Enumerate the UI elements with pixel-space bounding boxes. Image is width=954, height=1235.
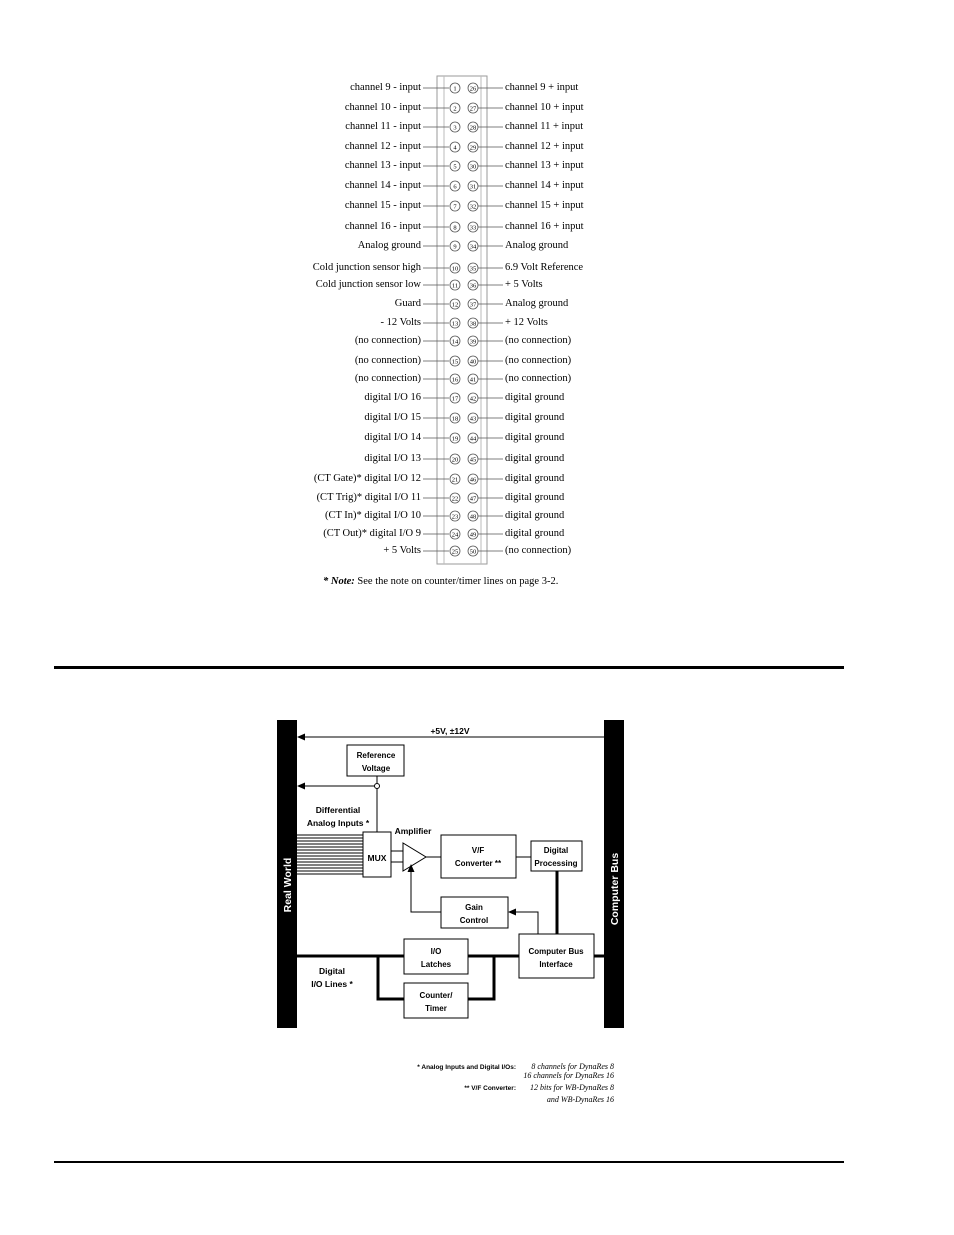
amplifier-triangle [403, 843, 426, 871]
pin-right-label: 6.9 Volt Reference [505, 262, 584, 273]
pin-left-label: channel 16 - input [344, 221, 421, 232]
pin-row [383, 545, 571, 556]
pin-left-label: Analog ground [357, 240, 421, 251]
pin-right-label: (no connection) [505, 355, 572, 366]
pin-right-number: 44 [469, 435, 477, 443]
pin-right-label: Analog ground [505, 240, 569, 251]
pin-left-number: 9 [453, 243, 457, 251]
block-diagram [277, 720, 624, 1028]
pin-left-label: digital I/O 14 [364, 432, 421, 443]
vf-converter-line2: Converter ** [454, 859, 502, 868]
pin-left-label: (no connection) [354, 335, 421, 346]
pin-left-number: 24 [451, 531, 459, 539]
pin-left-number: 18 [451, 415, 459, 423]
pin-left-label: (no connection) [354, 355, 421, 366]
pin-row [313, 262, 584, 273]
pinout-note: * Note: See the note on counter/timer lines on page 3-2. [323, 576, 559, 587]
pin-row [364, 392, 565, 403]
pin-left-label: Guard [394, 298, 421, 309]
pin-right-number: 31 [469, 183, 477, 191]
pin-right-label: digital ground [505, 473, 565, 484]
pin-right-label: + 5 Volts [505, 279, 543, 290]
pin-right-number: 49 [469, 531, 477, 539]
pin-row [364, 432, 565, 443]
connector-pinout [313, 76, 584, 587]
computer-bus-interface-line2: Interface [539, 960, 573, 969]
pin-right-number: 46 [469, 476, 477, 484]
pin-left-number: 19 [451, 435, 459, 443]
pin-left-number: 6 [453, 183, 457, 191]
computer-bus-interface-box [519, 934, 594, 978]
pin-row [314, 473, 565, 484]
mux-label: MUX [367, 853, 387, 863]
pin-right-number: 32 [469, 203, 477, 211]
pin-row [345, 221, 584, 232]
pin-left-number: 2 [453, 105, 457, 113]
pin-right-label: (no connection) [505, 373, 572, 384]
pin-right-number: 26 [469, 85, 477, 93]
pin-row [364, 412, 565, 423]
pin-right-number: 30 [469, 163, 477, 171]
pin-right-label: (no connection) [505, 545, 572, 556]
reference-voltage-line2: Voltage [361, 764, 391, 773]
pin-right-number: 27 [469, 105, 477, 113]
pin-right-label: + 12 Volts [505, 317, 548, 328]
pin-right-number: 29 [469, 144, 477, 152]
pin-left-number: 1 [453, 85, 457, 93]
pin-right-number: 38 [469, 320, 477, 328]
pin-left-label: digital I/O 16 [364, 392, 421, 403]
pin-row [355, 355, 572, 366]
pin-row [325, 510, 565, 521]
digital-io-lines-line1: Digital [319, 966, 345, 976]
pin-right-number: 50 [469, 548, 477, 556]
pin-row [345, 200, 584, 211]
pin-left-number: 22 [451, 495, 459, 503]
pin-left-label: digital I/O 13 [364, 453, 421, 464]
pin-right-label: channel 10 + input [505, 102, 584, 113]
pin-left-label: (no connection) [354, 373, 421, 384]
pin-right-label: channel 14 + input [505, 180, 584, 191]
pin-row [345, 102, 584, 113]
pin-left-number: 11 [451, 282, 459, 290]
pin-row [345, 121, 583, 132]
digital-processing-line2: Processing [534, 859, 578, 868]
counter-timer-line1: Counter/ [419, 991, 453, 1000]
differential-inputs-line1: Differential [315, 805, 361, 815]
real-world-label: Real World [282, 857, 294, 913]
pin-right-number: 40 [469, 358, 477, 366]
pin-row [381, 317, 548, 328]
counter-timer-line2: Timer [425, 1004, 447, 1013]
footnote-vf-line1: 12 bits for WB-DynaRes 8 [530, 1083, 614, 1092]
cbi-to-gain-arrowhead [508, 909, 516, 916]
pin-left-label: channel 12 - input [344, 141, 421, 152]
pin-right-label: channel 11 + input [505, 121, 584, 132]
pin-left-label: - 12 Volts [380, 317, 421, 328]
footnote-vf-label: ** V/F Converter: [464, 1085, 516, 1092]
pin-right-number: 39 [469, 338, 477, 346]
pin-right-number: 45 [469, 456, 477, 464]
gain-control-line1: Gain [465, 903, 483, 912]
digital-io-lines-line2: I/O Lines * [311, 979, 353, 989]
pin-right-label: channel 9 + input [505, 82, 579, 93]
pin-right-number: 37 [469, 301, 477, 309]
footnote-analog-line2: 16 channels for DynaRes 16 [523, 1071, 614, 1080]
differential-inputs-line2: Analog Inputs * [306, 818, 370, 828]
amplifier-label: Amplifier [394, 826, 432, 836]
pin-left-number: 17 [451, 395, 459, 403]
digital-processing-line1: Digital [543, 846, 569, 855]
pin-row [345, 141, 584, 152]
gain-to-amp [411, 871, 441, 912]
pin-left-label: digital I/O 15 [364, 412, 421, 423]
io-latches-line1: I/O [430, 947, 442, 956]
pin-left-number: 10 [451, 265, 459, 273]
pin-row [358, 240, 569, 251]
pin-right-label: channel 12 + input [505, 141, 584, 152]
pin-left-number: 7 [453, 203, 457, 211]
pin-left-label: channel 10 - input [344, 102, 421, 113]
pin-right-number: 35 [469, 265, 477, 273]
pin-left-label: + 5 Volts [383, 545, 421, 556]
pin-row [364, 453, 565, 464]
footnote-vf-line2: and WB-DynaRes 16 [546, 1095, 614, 1104]
computer-bus-label: Computer Bus [609, 852, 621, 926]
footnote-analog-line1: 8 channels for DynaRes 8 [531, 1062, 614, 1071]
pin-left-number: 25 [451, 548, 459, 556]
pin-left-label: channel 11 - input [345, 121, 421, 132]
pin-right-label: channel 15 + input [505, 200, 584, 211]
pin-row [316, 279, 543, 290]
pin-left-number: 14 [451, 338, 459, 346]
vf-converter-line1: V/F [471, 846, 485, 855]
pin-left-number: 12 [451, 301, 459, 309]
reference-voltage-line1: Reference [356, 751, 396, 760]
pin-right-label: digital ground [505, 392, 565, 403]
section-divider-bottom [54, 1161, 844, 1163]
pin-right-number: 47 [469, 495, 477, 503]
input-lines [297, 835, 363, 874]
pin-row [355, 335, 572, 346]
gain-control-line2: Control [459, 916, 489, 925]
pin-left-number: 23 [451, 513, 459, 521]
pin-right-label: Analog ground [505, 298, 569, 309]
reference-arrowhead [297, 783, 305, 790]
pin-row [355, 373, 572, 384]
pin-left-label: Cold junction sensor high [312, 262, 421, 273]
pin-left-number: 3 [453, 124, 457, 132]
bus-to-timer-right [468, 956, 494, 999]
pin-left-label: (CT Out)* digital I/O 9 [323, 528, 421, 539]
pin-right-label: digital ground [505, 432, 565, 443]
pin-left-number: 16 [451, 376, 459, 384]
pin-right-number: 48 [469, 513, 477, 521]
pin-left-label: Cold junction sensor low [315, 279, 421, 290]
pin-row [395, 298, 569, 309]
pin-right-label: digital ground [505, 412, 565, 423]
pin-left-number: 21 [451, 476, 459, 484]
pin-left-number: 5 [453, 163, 457, 171]
pin-right-label: digital ground [505, 492, 565, 503]
pin-left-label: channel 15 - input [344, 200, 421, 211]
pin-right-label: (no connection) [505, 335, 572, 346]
io-latches-line2: Latches [420, 960, 452, 969]
pin-right-number: 42 [469, 395, 477, 403]
pin-right-label: digital ground [505, 528, 565, 539]
pin-right-label: channel 16 + input [505, 221, 584, 232]
pin-left-label: (CT Gate)* digital I/O 12 [313, 473, 421, 484]
pin-left-label: channel 13 - input [344, 160, 421, 171]
power-label: +5V, ±12V [430, 726, 470, 736]
pin-left-label: (CT Trig)* digital I/O 11 [316, 492, 421, 503]
diagram-footnotes [417, 1062, 614, 1104]
pin-row [345, 160, 584, 171]
pin-left-number: 13 [451, 320, 459, 328]
reference-node [375, 784, 380, 789]
power-arrowhead [297, 734, 305, 741]
cbi-to-gain [515, 912, 538, 934]
pin-row [317, 492, 565, 503]
pin-rows [313, 82, 584, 556]
pin-row [345, 180, 584, 191]
pin-right-number: 36 [469, 282, 477, 290]
pin-right-number: 34 [469, 243, 477, 251]
pin-row [350, 82, 578, 93]
pin-left-number: 8 [453, 224, 457, 232]
pin-right-number: 43 [469, 415, 477, 423]
pin-right-label: digital ground [505, 510, 565, 521]
pin-right-label: channel 13 + input [505, 160, 584, 171]
pin-left-number: 20 [451, 456, 459, 464]
vf-converter-box [441, 835, 516, 878]
pin-right-number: 33 [469, 224, 477, 232]
computer-bus-interface-line1: Computer Bus [528, 947, 584, 956]
bus-to-timer-left [378, 956, 404, 999]
footnote-analog-label: * Analog Inputs and Digital I/Os: [417, 1064, 516, 1071]
pin-left-number: 15 [451, 358, 459, 366]
pin-left-label: channel 14 - input [344, 180, 421, 191]
pin-left-number: 4 [453, 144, 457, 152]
pin-right-label: digital ground [505, 453, 565, 464]
pin-left-label: channel 9 - input [350, 82, 421, 93]
section-divider-top [54, 666, 844, 669]
pin-right-number: 41 [469, 376, 477, 384]
pin-right-number: 28 [469, 124, 477, 132]
pin-left-label: (CT In)* digital I/O 10 [324, 510, 421, 521]
